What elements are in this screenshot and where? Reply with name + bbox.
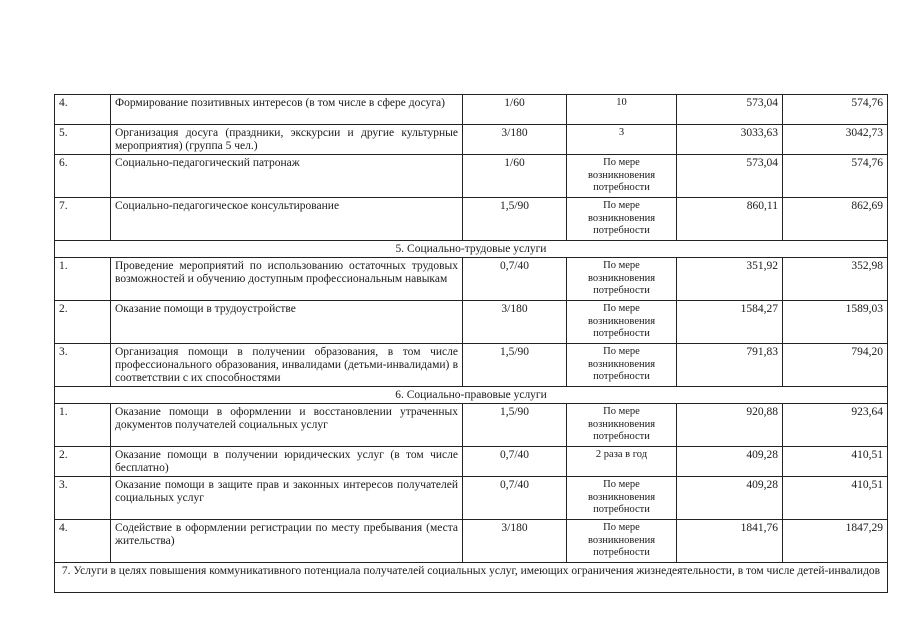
frequency: По мере возникновения потребности xyxy=(567,344,677,387)
table-row xyxy=(55,155,888,198)
service-name: Оказание помощи в трудоустройстве xyxy=(111,301,463,344)
service-name: Оказание помощи в защите прав и законных интересов получателей социальных услуг xyxy=(111,477,463,520)
frequency: По мере возникновения потребности xyxy=(567,520,677,563)
price-1: 3033,63 xyxy=(677,125,783,155)
price-2: 1847,29 xyxy=(783,520,888,563)
frequency: По мере возникновения потребности xyxy=(567,301,677,344)
price-2: 794,20 xyxy=(783,344,888,387)
price-2: 3042,73 xyxy=(783,125,888,155)
service-name: Формирование позитивных интересов (в том числе в сфере досуга) xyxy=(111,95,463,125)
price-1: 860,11 xyxy=(677,198,783,241)
row-number: 2. xyxy=(55,301,111,344)
service-name: Оказание помощи в оформлении и восстановлении утраченных документов получателей социальных услуг xyxy=(111,404,463,447)
row-number: 1. xyxy=(55,258,111,301)
price-2: 352,98 xyxy=(783,258,888,301)
service-name: Организация помощи в получении образования, в том числе профессионального образования, инвалидами (детьми-инвалидами) в соответствии с их способностями xyxy=(111,344,463,387)
service-name: Содействие в оформлении регистрации по месту пребывания (места жительства) xyxy=(111,520,463,563)
table-row xyxy=(55,404,888,447)
table-row xyxy=(55,198,888,241)
price-1: 573,04 xyxy=(677,95,783,125)
time-norm: 0,7/40 xyxy=(463,258,567,301)
row-number: 5. xyxy=(55,125,111,155)
frequency: По мере возникновения потребности xyxy=(567,155,677,198)
row-number: 4. xyxy=(55,95,111,125)
price-1: 791,83 xyxy=(677,344,783,387)
time-norm: 3/180 xyxy=(463,301,567,344)
price-1: 409,28 xyxy=(677,447,783,477)
frequency: 10 xyxy=(567,95,677,125)
row-number: 3. xyxy=(55,344,111,387)
frequency: По мере возникновения потребности xyxy=(567,258,677,301)
table-row xyxy=(55,447,888,477)
frequency: 3 xyxy=(567,125,677,155)
row-number: 1. xyxy=(55,404,111,447)
service-name: Организация досуга (праздники, экскурсии и другие культурные мероприятия) (группа 5 чел.) xyxy=(111,125,463,155)
section-row xyxy=(55,563,888,593)
price-2: 410,51 xyxy=(783,477,888,520)
table-row xyxy=(55,301,888,344)
section-heading-labor-services: 5. Социально-трудовые услуги xyxy=(55,241,888,258)
frequency: По мере возникновения потребности xyxy=(567,404,677,447)
time-norm: 1/60 xyxy=(463,95,567,125)
price-1: 573,04 xyxy=(677,155,783,198)
price-1: 1841,76 xyxy=(677,520,783,563)
service-name: Социально-педагогическое консультирование xyxy=(111,198,463,241)
service-name: Оказание помощи в получении юридических услуг (в том числе бесплатно) xyxy=(111,447,463,477)
service-name: Социально-педагогический патронаж xyxy=(111,155,463,198)
time-norm: 1,5/90 xyxy=(463,344,567,387)
table-row xyxy=(55,477,888,520)
table-row xyxy=(55,520,888,563)
time-norm: 1,5/90 xyxy=(463,198,567,241)
price-2: 574,76 xyxy=(783,155,888,198)
price-1: 920,88 xyxy=(677,404,783,447)
services-tariff-table xyxy=(54,94,888,593)
row-number: 7. xyxy=(55,198,111,241)
section-row xyxy=(55,241,888,258)
price-2: 574,76 xyxy=(783,95,888,125)
price-1: 409,28 xyxy=(677,477,783,520)
time-norm: 3/180 xyxy=(463,125,567,155)
time-norm: 3/180 xyxy=(463,520,567,563)
price-2: 410,51 xyxy=(783,447,888,477)
frequency: По мере возникновения потребности xyxy=(567,477,677,520)
time-norm: 0,7/40 xyxy=(463,447,567,477)
row-number: 6. xyxy=(55,155,111,198)
price-2: 923,64 xyxy=(783,404,888,447)
price-1: 1584,27 xyxy=(677,301,783,344)
section-heading-legal-services: 6. Социально-правовые услуги xyxy=(55,387,888,404)
service-name: Проведение мероприятий по использованию остаточных трудовых возможностей и обучению доступным профессиональным навыкам xyxy=(111,258,463,301)
row-number: 4. xyxy=(55,520,111,563)
section-heading-communication-services: 7. Услуги в целях повышения коммуникативного потенциала получателей социальных услуг, имеющих ограничения жизнедеятельности, в том числе детей-инвалидов xyxy=(55,563,888,593)
price-2: 862,69 xyxy=(783,198,888,241)
table-row xyxy=(55,258,888,301)
row-number: 3. xyxy=(55,477,111,520)
frequency: По мере возникновения потребности xyxy=(567,198,677,241)
row-number: 2. xyxy=(55,447,111,477)
price-2: 1589,03 xyxy=(783,301,888,344)
table-row xyxy=(55,125,888,155)
time-norm: 1/60 xyxy=(463,155,567,198)
section-row xyxy=(55,387,888,404)
table-row xyxy=(55,95,888,125)
price-1: 351,92 xyxy=(677,258,783,301)
table-row xyxy=(55,344,888,387)
time-norm: 1,5/90 xyxy=(463,404,567,447)
frequency: 2 раза в год xyxy=(567,447,677,477)
time-norm: 0,7/40 xyxy=(463,477,567,520)
